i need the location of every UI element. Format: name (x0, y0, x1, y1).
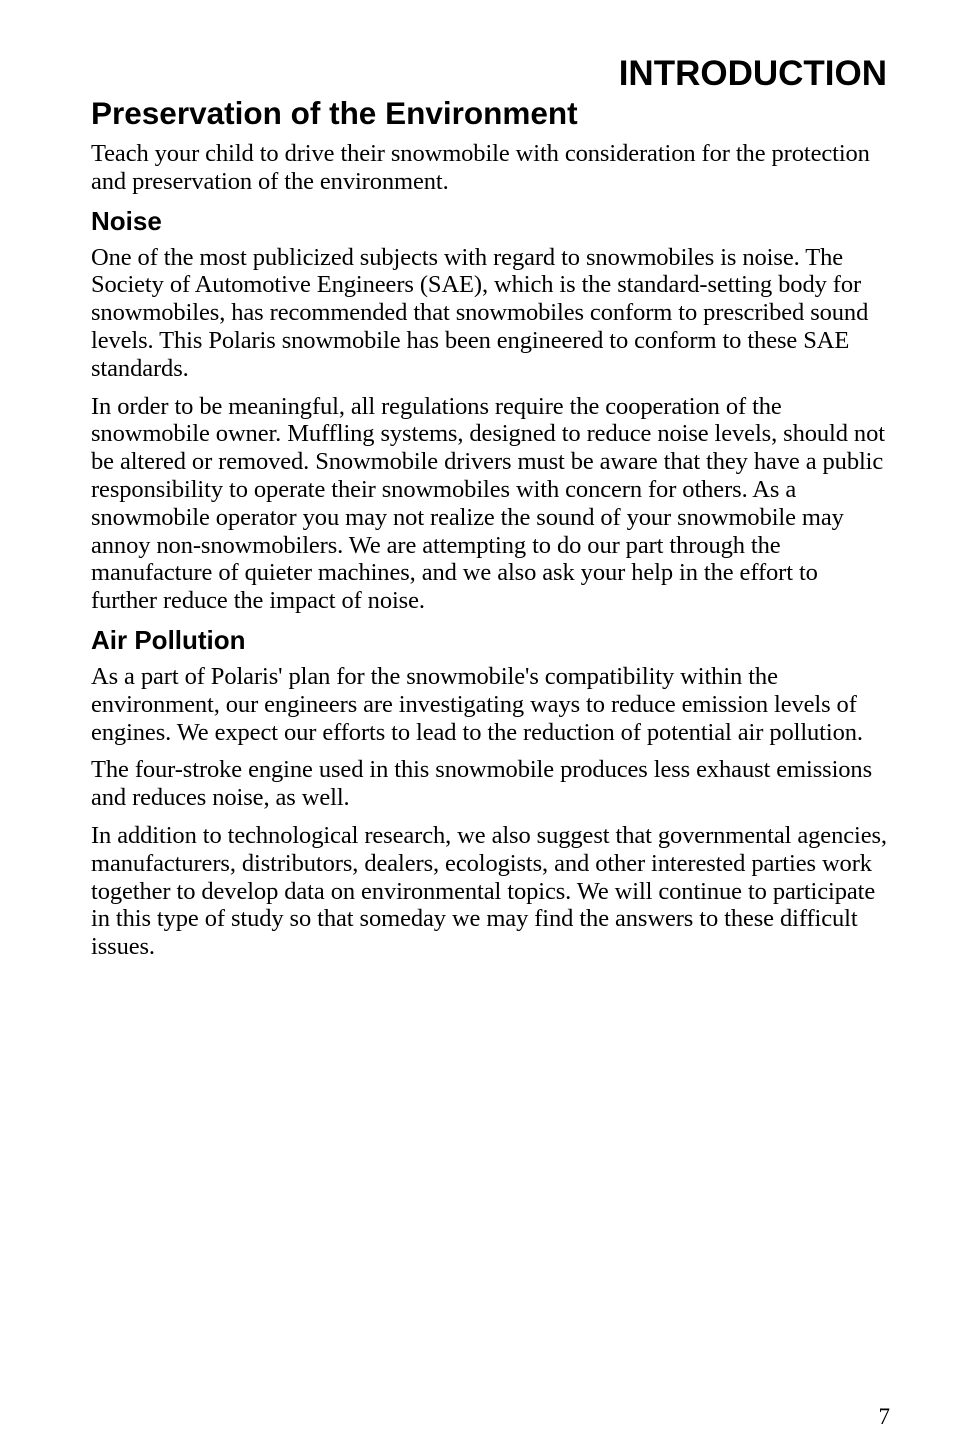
air-pollution-heading: Air Pollution (91, 624, 246, 655)
page-number: 7 (878, 1404, 890, 1429)
noise-heading: Noise (91, 205, 162, 236)
page-title: Preservation of the Environment (91, 95, 578, 131)
page-content (91, 54, 887, 971)
noise-paragraph-1: One of the most publicized subjects with regard to snowmobiles is noise. The Society of Automotive Engineers (SAE), which is the standard-setting body for snowmobiles, has recommended that snowmobiles conform to prescribed sound levels. This Polaris snowmobile has been engineered to conform to these SAE standards. (91, 243, 869, 382)
air-pollution-paragraph-2: The four-stroke engine used in this snowmobile produces less exhaust emissions and reduces noise, as well. (91, 756, 873, 812)
air-pollution-paragraph-1: As a part of Polaris' plan for the snowmobile's compatibility within the environment, our engineers are investigating ways to reduce emission levels of engines. We expect our efforts to lead to the reduction of potential air pollution. (91, 662, 863, 746)
section-header: INTRODUCTION (618, 54, 887, 93)
air-pollution-paragraph-3: In addition to technological research, we also suggest that governmental agencies, manufacturers, distributors, dealers, ecologists, and other interested parties work together to develop data on environmental topics. We will continue to participate in this type of study so that someday we may find the answers to these difficult issues. (91, 821, 887, 961)
noise-paragraph-2: In order to be meaningful, all regulations require the cooperation of the snowmobile owner. Muffling systems, designed to reduce noise levels, should not be altered or removed. Snowmobile drivers must be aware that they have a public responsibility to operate their snowmobiles with concern for others. As a snowmobile operator you may not realize the sound of your snowmobile may annoy non-snowmobilers. We are attempting to do our part through the manufacture of quieter machines, and we also ask your help in the effort to further reduce the impact of noise. (91, 392, 885, 615)
intro-paragraph: Teach your child to drive their snowmobile with consideration for the protection and preservation of the environment. (91, 140, 870, 195)
